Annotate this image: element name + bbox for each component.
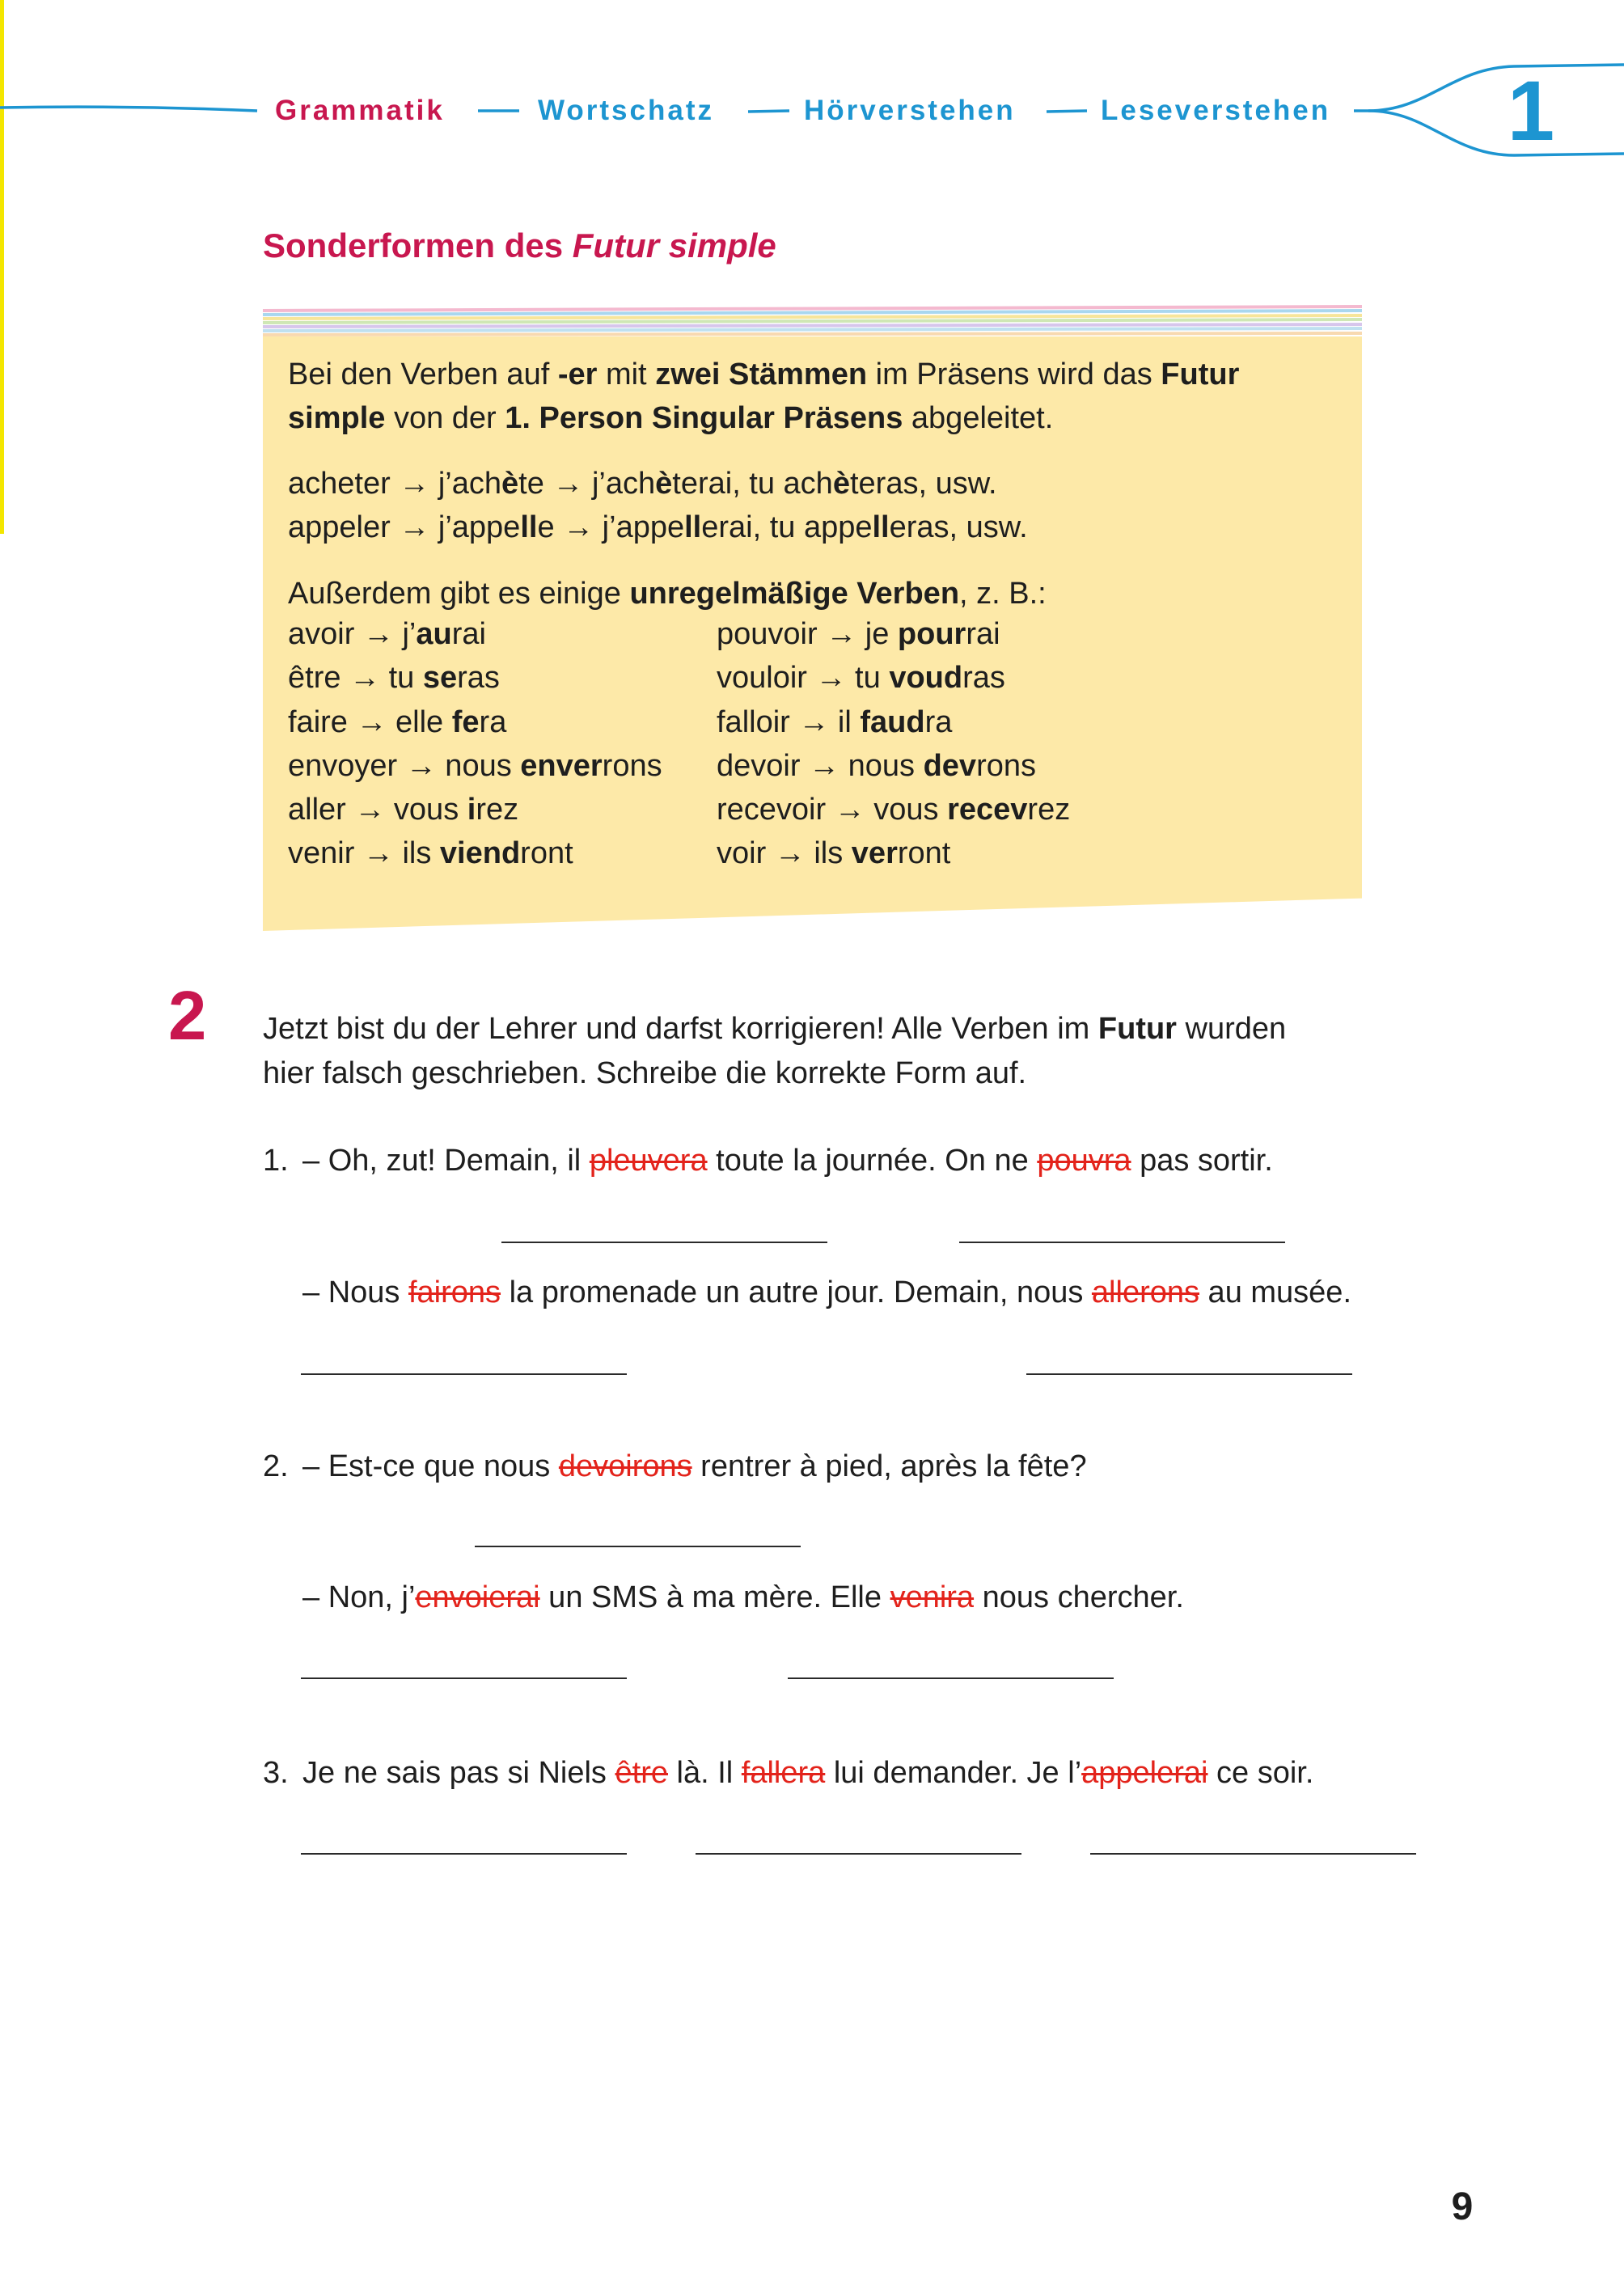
example-line <box>288 462 997 506</box>
incorrect-verb: envoierai <box>415 1580 540 1614</box>
text-segment: Je ne sais pas si Niels <box>302 1756 615 1790</box>
incorrect-verb: fairons <box>408 1276 501 1309</box>
nav-item-hoerverstehen: Hörverstehen <box>804 95 1016 126</box>
text-segment: toute la journée. On ne <box>707 1144 1038 1178</box>
incorrect-verb: venira <box>890 1580 975 1614</box>
text-segment: im Präsens wird das <box>867 357 1161 391</box>
decorative-stripes <box>263 301 1362 340</box>
bold-text: 1. Person Singular Präsens <box>505 401 903 435</box>
irregular-verb-right <box>717 612 1000 656</box>
text-segment: rai <box>966 617 1000 651</box>
stripe <box>263 333 1362 335</box>
italic-text: Futur simple <box>572 226 776 264</box>
answer-blank[interactable] <box>1090 1817 1416 1855</box>
text-segment: acheter → j’ach <box>288 467 502 501</box>
irregular-verb-left <box>288 700 506 744</box>
dialogue-line <box>302 1445 1087 1488</box>
bold-text: ll <box>684 510 702 544</box>
text-segment: ras <box>962 661 1005 695</box>
chapter-number: 1 <box>1507 64 1555 159</box>
text-segment: voir → ils <box>717 836 852 870</box>
exercise-number: 2 <box>168 978 207 1055</box>
text-segment: – Nous <box>302 1276 408 1309</box>
bold-text: faud <box>860 705 925 739</box>
text-segment: ront <box>897 836 951 870</box>
stripe <box>263 324 1362 327</box>
bold-text: voud <box>889 661 963 695</box>
text-segment: abgeleitet. <box>903 401 1054 435</box>
nav-rule-left <box>0 107 257 111</box>
dialogue-line <box>302 1139 1273 1182</box>
text-segment: la promenade un autre jour. Demain, nous <box>501 1276 1092 1309</box>
incorrect-verb: devoirons <box>558 1449 692 1483</box>
nav-dash-3 <box>1047 111 1087 112</box>
item-number: 2. <box>263 1449 289 1483</box>
text-segment: terai, tu ach <box>672 467 833 501</box>
exercise-instructions <box>263 1007 1286 1051</box>
sentence-line <box>302 1751 1313 1795</box>
text-segment: mit <box>597 357 656 391</box>
irregular-verb-left <box>288 788 518 831</box>
bold-text: Futur <box>1161 357 1240 391</box>
bold-text: dev <box>923 749 977 783</box>
answer-blank[interactable] <box>788 1642 1114 1679</box>
irregular-verb-right <box>717 656 1005 700</box>
irregular-verb-right <box>717 788 1070 831</box>
text-segment: un SMS à ma mère. Elle <box>539 1580 890 1614</box>
bold-text: è <box>501 467 519 501</box>
text-segment: devoir → nous <box>717 749 924 783</box>
text-segment: rai <box>451 617 486 651</box>
text-segment: teras, usw. <box>849 467 997 501</box>
bold-text: fe <box>451 705 480 739</box>
rule-line <box>288 353 1239 396</box>
stripe <box>263 328 1362 331</box>
bold-text: è <box>832 467 850 501</box>
text-segment: envoyer → nous <box>288 749 521 783</box>
text-segment: Jetzt bist du der Lehrer und darfst korrigieren! Alle Verben im <box>263 1012 1098 1046</box>
nav-item-wortschatz: Wortschatz <box>538 95 714 126</box>
text-segment: ra <box>924 705 953 739</box>
text-segment: ras <box>457 661 500 695</box>
text-segment: rons <box>602 749 662 783</box>
text-segment: rez <box>1027 793 1071 827</box>
section-title <box>263 222 776 270</box>
bold-text: i <box>467 793 476 827</box>
bold-text: recev <box>947 793 1028 827</box>
stripe <box>263 315 1362 319</box>
text-segment: te → j’ach <box>518 467 656 501</box>
text-segment: rez <box>476 793 519 827</box>
answer-blank[interactable] <box>301 1817 627 1855</box>
bold-text: simple <box>288 401 386 435</box>
bold-text: pour <box>897 617 966 651</box>
text-segment: eras, usw. <box>889 510 1028 544</box>
incorrect-verb: appelerai <box>1081 1756 1208 1790</box>
text-segment: hier falsch geschrieben. Schreibe die korrekte Form auf. <box>263 1056 1027 1090</box>
exercise-instructions <box>263 1051 1026 1095</box>
text-segment: appeler → j’appe <box>288 510 521 544</box>
answer-blank[interactable] <box>501 1206 827 1243</box>
text-segment: Außerdem gibt es einige <box>288 577 630 611</box>
irregular-verb-left <box>288 612 486 656</box>
text-segment: falloir → il <box>717 705 861 739</box>
text-segment: – Oh, zut! Demain, il <box>302 1144 590 1178</box>
text-segment: – Est-ce que nous <box>302 1449 559 1483</box>
bold-text: zwei Stämmen <box>655 357 868 391</box>
irregular-verb-left <box>288 831 573 875</box>
text-segment: ce soir. <box>1207 1756 1314 1790</box>
example-line <box>288 506 1028 549</box>
bold-text: -er <box>557 357 598 391</box>
text-segment: venir → ils <box>288 836 440 870</box>
text-segment: ra <box>479 705 507 739</box>
dialogue-line <box>302 1271 1351 1314</box>
text-segment: – Non, j’ <box>302 1580 416 1614</box>
irregular-intro <box>288 572 1047 616</box>
text-segment: faire → elle <box>288 705 452 739</box>
dialogue-line <box>302 1576 1184 1619</box>
irregular-verb-left <box>288 656 500 700</box>
text-segment: pas sortir. <box>1131 1144 1273 1178</box>
answer-blank[interactable] <box>696 1817 1021 1855</box>
text-segment: recevoir → vous <box>717 793 948 827</box>
stripe <box>263 319 1362 323</box>
incorrect-verb: fallera <box>741 1756 826 1790</box>
bold-text: ver <box>851 836 898 870</box>
text-segment: aller → vous <box>288 793 467 827</box>
bold-text: unregelmäßige Verben <box>629 577 960 611</box>
answer-blank[interactable] <box>301 1338 627 1375</box>
incorrect-verb: être <box>615 1756 668 1790</box>
bold-text: au <box>416 617 452 651</box>
text-segment: vouloir → tu <box>717 661 890 695</box>
text-segment: pouvoir → je <box>717 617 898 651</box>
rule-line <box>288 396 1053 440</box>
text-segment: au musée. <box>1199 1276 1351 1309</box>
item-number: 1. <box>263 1144 289 1178</box>
answer-blank[interactable] <box>1026 1338 1352 1375</box>
nav-item-leseverstehen: Leseverstehen <box>1101 95 1331 126</box>
incorrect-verb: pleuvera <box>589 1144 708 1178</box>
text-segment: Bei den Verben auf <box>288 357 558 391</box>
text-segment: là. Il <box>667 1756 742 1790</box>
bold-text: ll <box>520 510 538 544</box>
bold-text: ll <box>872 510 890 544</box>
bold-text: enver <box>520 749 603 783</box>
answer-blank[interactable] <box>475 1510 801 1547</box>
text-segment: nous chercher. <box>974 1580 1184 1614</box>
text-segment: , z. B.: <box>959 577 1047 611</box>
answer-blank[interactable] <box>301 1642 627 1679</box>
text-segment: von der <box>385 401 505 435</box>
text-segment: wurden <box>1176 1012 1287 1046</box>
page-number: 9 <box>1451 2185 1474 2228</box>
text-segment: être → tu <box>288 661 423 695</box>
bold-text: è <box>655 467 673 501</box>
text-segment: erai, tu appe <box>701 510 873 544</box>
irregular-verb-right <box>717 744 1036 788</box>
text-segment: lui demander. Je l’ <box>825 1756 1082 1790</box>
text-segment: rons <box>976 749 1036 783</box>
nav-dash-2 <box>748 111 789 112</box>
bold-text: Futur <box>1097 1012 1177 1046</box>
text-segment: rentrer à pied, après la fête? <box>691 1449 1087 1483</box>
irregular-verb-left <box>288 744 662 788</box>
text-segment: ront <box>520 836 573 870</box>
incorrect-verb: pouvra <box>1037 1144 1131 1178</box>
text-segment: avoir → j’ <box>288 617 417 651</box>
text-segment: Sonderformen des <box>263 226 573 264</box>
text-segment: e → j’appe <box>537 510 685 544</box>
irregular-verb-right <box>717 831 950 875</box>
item-number: 3. <box>263 1756 289 1790</box>
nav-item-grammatik: Grammatik <box>275 95 445 126</box>
bold-text: se <box>422 661 458 695</box>
irregular-verb-right <box>717 700 952 744</box>
incorrect-verb: allerons <box>1091 1276 1199 1309</box>
bold-text: viend <box>439 836 521 870</box>
answer-blank[interactable] <box>959 1206 1285 1243</box>
